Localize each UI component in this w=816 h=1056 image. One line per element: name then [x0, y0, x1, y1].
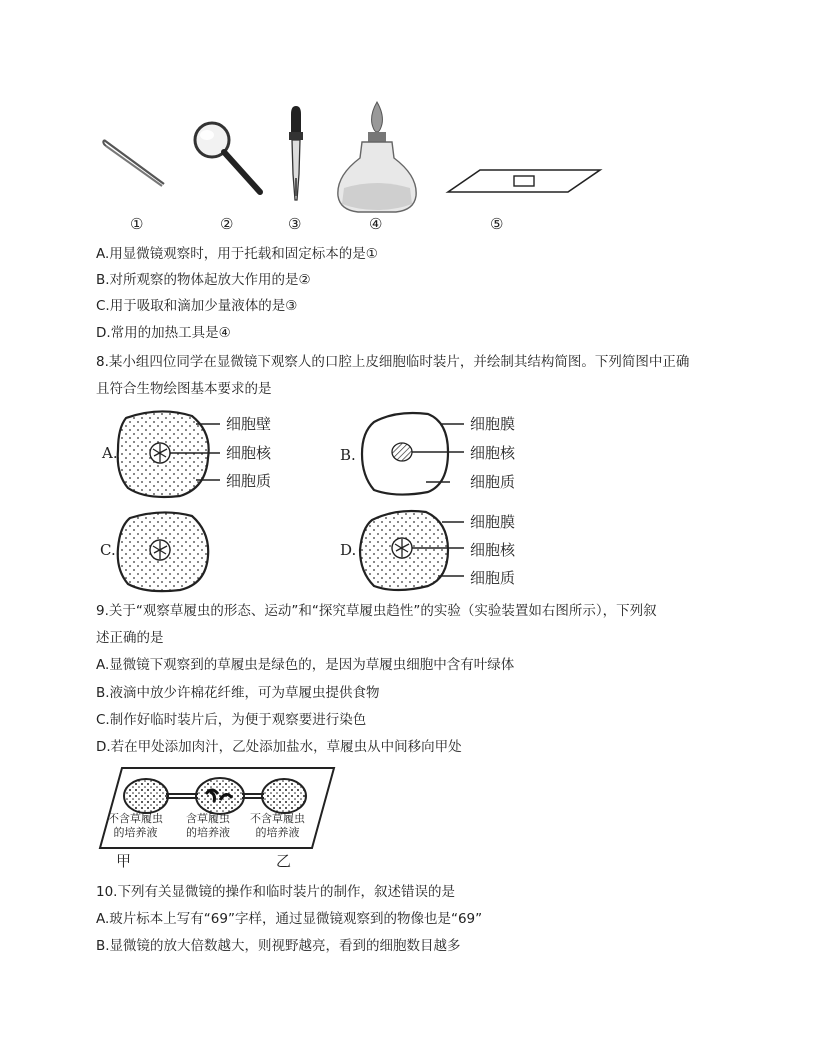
cell-d [360, 511, 464, 590]
cell-a-label-wall: 细胞壁 [226, 415, 272, 433]
mid-well-label [186, 812, 230, 840]
cell-d-label-membrane: 细胞膜 [470, 513, 516, 531]
cell-c [118, 512, 208, 591]
q9-option-c: C.制作好临时装片后，为便于观察要进行染色 [96, 712, 367, 728]
cell-b-label-membrane: 细胞膜 [470, 415, 516, 433]
right-well-label-line2: 的培养液 [255, 826, 300, 839]
cell-d-label-nucleus: 细胞核 [470, 541, 516, 559]
tool-label-4: ④ [369, 215, 383, 233]
tool-label-3: ③ [288, 215, 302, 233]
glass-slide-icon [448, 170, 600, 192]
tweezers-icon [103, 140, 164, 186]
tool-label-2: ② [220, 215, 234, 233]
alcohol-lamp-icon [338, 102, 416, 212]
cell-b [362, 413, 464, 495]
cell-c-letter: C. [100, 541, 116, 559]
cell-a-label-nucleus: 细胞核 [226, 444, 272, 462]
q7-option-b: B.对所观察的物体起放大作用的是② [96, 272, 311, 288]
q7-option-d: D.常用的加热工具是④ [96, 325, 231, 341]
q9-option-b: B.液滴中放少许棉花纤维，可为草履虫提供食物 [96, 685, 380, 701]
cell-b-letter: B. [340, 446, 356, 464]
q10-option-a: A.玻片标本上写有“69”字样，通过显微镜观察到的物像也是“69” [96, 911, 483, 927]
cell-d-label-cytoplasm: 细胞质 [470, 569, 516, 587]
q7-option-a: A.用显微镜观察时，用于托载和固定标本的是① [96, 246, 378, 262]
left-well-label [108, 812, 163, 840]
q10-stem: 10.下列有关显微镜的操作和临时装片的制作，叙述错误的是 [96, 884, 455, 900]
cell-d-letter: D. [340, 541, 357, 559]
dropper-icon [289, 106, 303, 200]
tool-label-5: ⑤ [490, 215, 504, 233]
mid-well-label-line1: 含草履虫 [186, 812, 230, 825]
q8-stem-line1: 8.某小组四位同学在显微镜下观察人的口腔上皮细胞临时装片，并绘制其结构简图。下列简图中正确 [96, 354, 690, 370]
label-jia: 甲 [116, 852, 132, 870]
mid-well-label-line2: 的培养液 [186, 826, 230, 839]
cell-b-label-nucleus: 细胞核 [470, 444, 516, 462]
magnifier-icon [195, 123, 260, 192]
q7-option-c: C.用于吸取和滴加少量液体的是③ [96, 298, 298, 314]
q8-cell-diagrams [96, 404, 556, 594]
q9-slide-diagram [98, 764, 338, 872]
q9-stem-line1: 9.关于“观察草履虫的形态、运动”和“探究草履虫趋性”的实验（实验装置如右图所示），下列叙 [96, 603, 657, 619]
tool-label-1: ① [130, 215, 144, 233]
tools-illustration [96, 92, 616, 242]
cell-a-label-cytoplasm: 细胞质 [226, 472, 272, 490]
left-well-label-line2: 的培养液 [113, 826, 158, 839]
q10-option-b: B.显微镜的放大倍数越大，则视野越亮，看到的细胞数目越多 [96, 938, 461, 954]
right-well-label-line1: 不含草履虫 [250, 812, 305, 825]
cell-a [118, 411, 220, 497]
q9-option-d: D.若在甲处添加肉汁，乙处添加盐水，草履虫从中间移向甲处 [96, 739, 462, 755]
q9-stem-line2: 述正确的是 [96, 630, 164, 646]
q9-option-a: A.显微镜下观察到的草履虫是绿色的，是因为草履虫细胞中含有叶绿体 [96, 657, 515, 673]
left-well-label-line1: 不含草履虫 [108, 812, 163, 825]
label-yi: 乙 [276, 852, 292, 870]
cell-a-letter: A. [102, 444, 118, 462]
tools-figure [96, 92, 616, 242]
cell-b-label-cytoplasm: 细胞质 [470, 473, 516, 491]
q8-stem-line2: 且符合生物绘图基本要求的是 [96, 381, 272, 397]
right-well-label [250, 812, 305, 840]
